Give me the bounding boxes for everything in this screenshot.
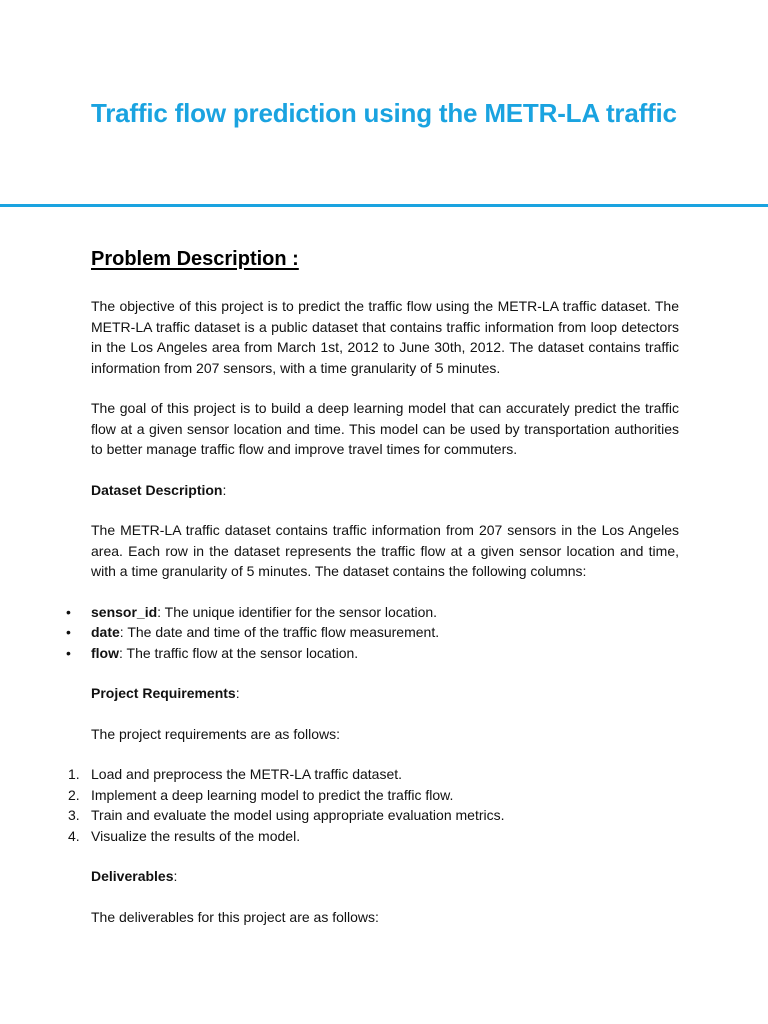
- dataset-description-heading: [91, 480, 679, 501]
- list-item: [68, 764, 679, 785]
- dataset-heading-label: Dataset Description: [91, 481, 223, 498]
- requirements-heading-label: Project Requirements: [91, 685, 236, 701]
- list-number: 4.: [68, 827, 80, 844]
- title-divider: [0, 204, 768, 207]
- requirements-heading-colon: :: [235, 685, 240, 701]
- column-name: sensor_id: [91, 603, 158, 620]
- deliverables-heading: [91, 866, 679, 887]
- list-item: [68, 826, 679, 847]
- objective-paragraph: The objective of this project is to predict the traffic flow using the METR-LA traffic dataset. The METR-LA traffic dataset is a public dataset that contains traffic information from loop detectors in the Los Angeles area from March 1st, 2012 to June 30th, 2012. The dataset contains traffic information from 207 sensors, with a time granularity of 5 minutes.: [91, 298, 679, 376]
- dataset-paragraph: The METR-LA traffic dataset contains traffic information from 207 sensors in the Los Angeles area. Each row in the dataset represents the traffic flow at a given sensor location and time, with a time granularity of 5 minutes. The dataset contains the following columns:: [91, 522, 679, 579]
- problem-description-heading: Problem Description :: [91, 248, 299, 270]
- column-description: : The date and time of the traffic flow measurement.: [119, 624, 440, 640]
- bullet-icon: •: [66, 603, 71, 620]
- requirements-list: [68, 764, 679, 846]
- dataset-columns-list: [66, 602, 679, 664]
- deliverables-heading-label: Deliverables: [91, 868, 174, 884]
- project-requirements-heading: [91, 683, 679, 704]
- requirements-intro: The project requirements are as follows:: [91, 725, 340, 742]
- document-body: [66, 244, 679, 947]
- list-item: [66, 622, 679, 643]
- list-item: [68, 805, 679, 826]
- column-name: date: [91, 624, 120, 640]
- list-item: [66, 602, 679, 623]
- requirement-text: Visualize the results of the model.: [91, 827, 301, 844]
- deliverables-intro: The deliverables for this project are as follows:: [91, 908, 379, 925]
- column-description: : The unique identifier for the sensor location.: [157, 603, 438, 620]
- goal-paragraph: The goal of this project is to build a deep learning model that can accurately predict the traffic flow at a given sensor location and time. This model can be used by transportation authorities to better manage traffic flow and improve travel times for commuters.: [91, 400, 679, 457]
- document-title: Traffic flow prediction using the METR-LA traffic: [91, 98, 677, 128]
- list-item: [68, 785, 679, 806]
- requirement-text: Load and preprocess the METR-LA traffic dataset.: [91, 766, 403, 782]
- list-number: 3.: [68, 807, 80, 823]
- requirement-text: Implement a deep learning model to predict the traffic flow.: [91, 786, 454, 803]
- column-description: : The traffic flow at the sensor location.: [119, 644, 359, 661]
- list-number: 1.: [68, 766, 80, 782]
- list-number: 2.: [68, 786, 80, 803]
- column-name: flow: [91, 644, 119, 661]
- list-item: [66, 643, 679, 664]
- requirement-text: Train and evaluate the model using appropriate evaluation metrics.: [91, 807, 505, 823]
- bullet-icon: •: [66, 624, 71, 640]
- bullet-icon: •: [66, 644, 71, 661]
- dataset-heading-colon: :: [222, 481, 227, 498]
- deliverables-heading-colon: :: [173, 868, 178, 884]
